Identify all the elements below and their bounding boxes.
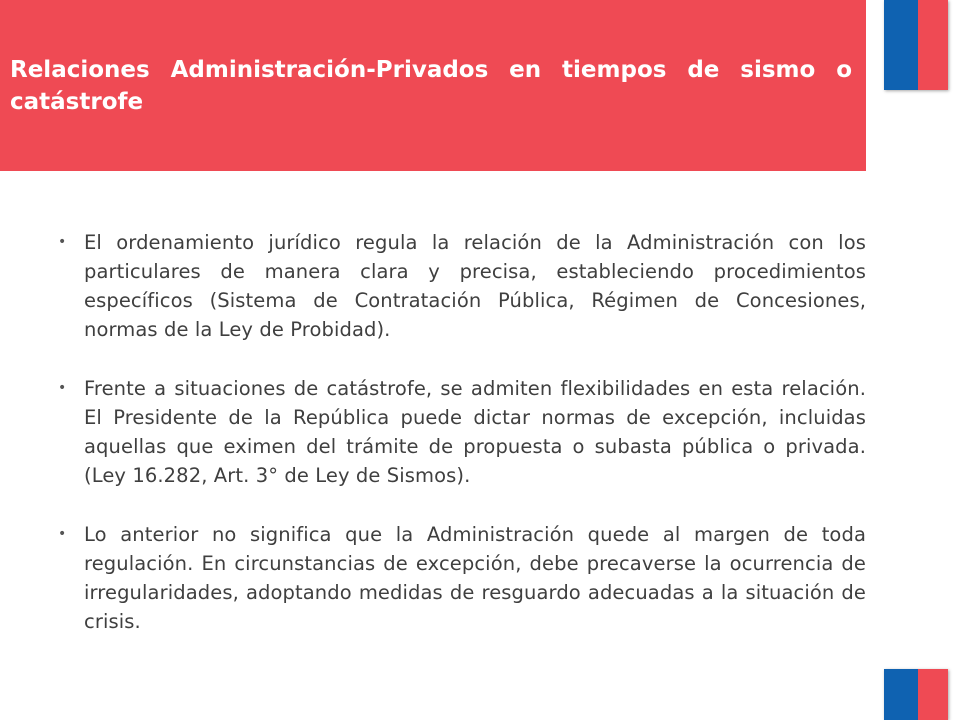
bullet-item xyxy=(58,374,866,490)
bullet-text: Lo anterior no significa que la Administración quede al margen de toda regulación. En circunstancias de excepción, debe precaverse la ocurrencia de irregularidades, adoptando medidas de resguardo adecuadas a la situación de crisis. xyxy=(84,523,866,633)
slide-title: Relaciones Administración-Privados en tiempos de sismo o catástrofe xyxy=(10,57,852,115)
bullet-dot-icon: • xyxy=(58,234,67,250)
bullet-dot-icon: • xyxy=(58,380,67,396)
bullet-item xyxy=(58,520,866,636)
flag-blue-stripe xyxy=(884,0,918,90)
flag-logo-top xyxy=(884,0,948,90)
flag-logo-bottom xyxy=(884,669,948,720)
bullet-list xyxy=(58,228,866,636)
flag-red-stripe xyxy=(918,669,948,720)
bullet-dot-icon: • xyxy=(58,526,67,542)
flag-blue-stripe xyxy=(884,669,918,720)
bullet-text: Frente a situaciones de catástrofe, se admiten flexibilidades en esta relación. El Presidente de la República puede dictar normas de excepción, incluidas aquellas que eximen del trámite de propuesta o subasta pública o privada. (Ley 16.282, Art. 3° de Ley de Sismos). xyxy=(84,377,866,487)
bullet-item xyxy=(58,228,866,344)
flag-red-stripe xyxy=(918,0,948,90)
bullet-text: El ordenamiento jurídico regula la relación de la Administración con los particulares de manera clara y precisa, estableciendo procedimientos específicos (Sistema de Contratación Pública, Régimen de Concesiones, normas de la Ley de Probidad). xyxy=(84,231,866,341)
